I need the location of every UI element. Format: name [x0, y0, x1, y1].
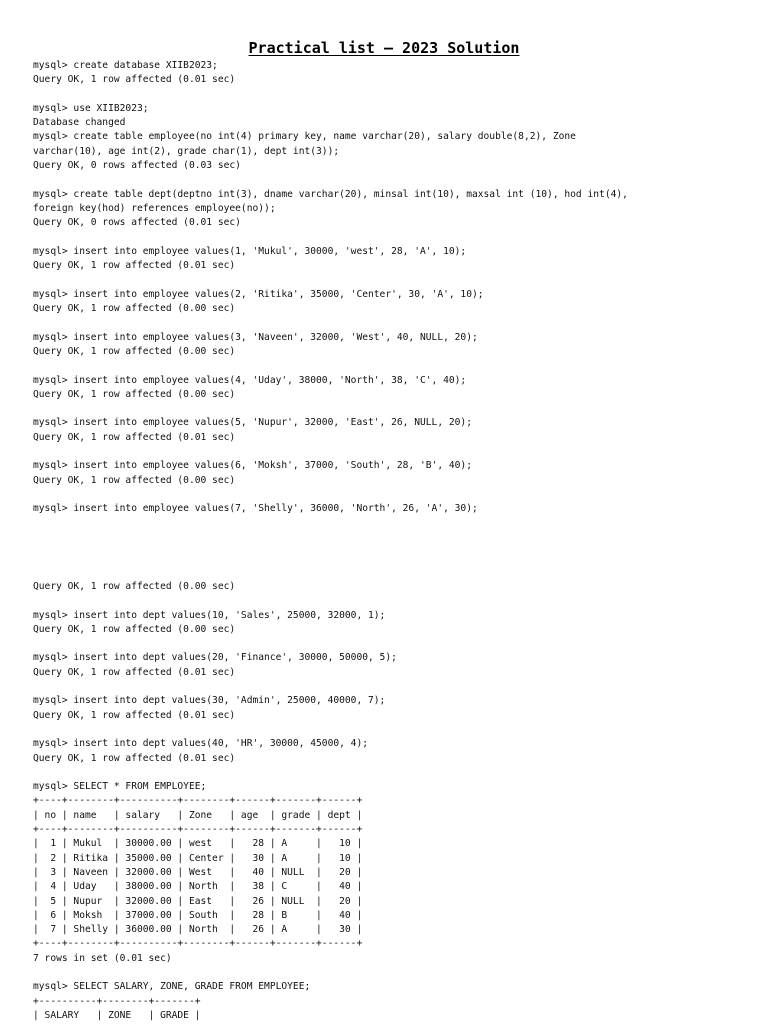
section1-line: [33, 173, 628, 187]
section2-line: | 1 | Mukul | 30000.00 | west | 28 | A | 10 |: [33, 838, 363, 850]
section2-line: mysql> insert into dept values(20, 'Finance', 30000, 50000, 5);: [33, 652, 397, 664]
section2-line: Query OK, 1 row affected (0.00 sec): [33, 623, 236, 635]
section1-line: mysql> insert into employee values(7, 'Shelly', 36000, 'North', 26, 'A', 30);: [33, 503, 478, 515]
section1-line: Query OK, 1 row affected (0.01 sec): [33, 431, 236, 443]
section2-line: 7 rows in set (0.01 sec): [33, 952, 172, 964]
document-title: [0, 39, 768, 57]
terminal-output-section-1: [33, 59, 628, 517]
section2-line: [33, 594, 397, 608]
section1-line: foreign key(hod) references employee(no));: [33, 202, 276, 214]
section2-line: +----------+--------+-------+: [33, 995, 201, 1007]
section2-line: [33, 766, 397, 780]
section1-line: [33, 402, 628, 416]
section1-line: [33, 88, 628, 102]
section1-line: mysql> create table employee(no int(4) primary key, name varchar(20), salary double(8,2), Zone: [33, 131, 576, 143]
section2-line: Query OK, 1 row affected (0.01 sec): [33, 666, 236, 678]
section1-line: mysql> create table dept(deptno int(3), dname varchar(20), minsal int(10), maxsal int (10), hod int(4),: [33, 188, 628, 200]
section1-line: mysql> insert into employee values(4, 'Uday', 38000, 'North', 38, 'C', 40);: [33, 374, 467, 386]
section1-line: [33, 445, 628, 459]
section1-line: [33, 488, 628, 502]
section1-line: [33, 359, 628, 373]
section1-line: Query OK, 1 row affected (0.01 sec): [33, 260, 236, 272]
section1-line: [33, 316, 628, 330]
section1-line: mysql> insert into employee values(6, 'Moksh', 37000, 'South', 28, 'B', 40);: [33, 460, 472, 472]
section1-line: Query OK, 0 rows affected (0.03 sec): [33, 160, 241, 172]
section2-line: | 7 | Shelly | 36000.00 | North | 26 | A | 30 |: [33, 924, 363, 936]
section2-line: | 5 | Nupur | 32000.00 | East | 26 | NULL | 20 |: [33, 895, 363, 907]
section1-line: mysql> use XIIB2023;: [33, 102, 149, 114]
section2-line: | 2 | Ritika | 35000.00 | Center | 30 | A | 10 |: [33, 852, 363, 864]
section1-line: Query OK, 1 row affected (0.00 sec): [33, 474, 236, 486]
section1-line: mysql> insert into employee values(2, 'Ritika', 35000, 'Center', 30, 'A', 10);: [33, 288, 484, 300]
section1-line: Query OK, 1 row affected (0.00 sec): [33, 303, 236, 315]
section2-line: | SALARY | ZONE | GRADE |: [33, 1009, 201, 1021]
section2-line: | 6 | Moksh | 37000.00 | South | 28 | B | 40 |: [33, 909, 363, 921]
section2-line: +----+--------+----------+--------+------+-------+------+: [33, 824, 363, 836]
section1-line: mysql> insert into employee values(3, 'Naveen', 32000, 'West', 40, NULL, 20);: [33, 331, 478, 343]
section1-line: mysql> insert into employee values(5, 'Nupur', 32000, 'East', 26, NULL, 20);: [33, 417, 472, 429]
section1-line: Query OK, 1 row affected (0.00 sec): [33, 388, 236, 400]
section1-line: Query OK, 1 row affected (0.01 sec): [33, 74, 236, 86]
section1-line: [33, 273, 628, 287]
section1-line: mysql> insert into employee values(1, 'Mukul', 30000, 'west', 28, 'A', 10);: [33, 245, 467, 257]
section2-line: mysql> insert into dept values(40, 'HR', 30000, 45000, 4);: [33, 738, 369, 750]
section2-line: Query OK, 1 row affected (0.00 sec): [33, 581, 236, 592]
section2-line: mysql> insert into dept values(10, 'Sales', 25000, 32000, 1);: [33, 609, 386, 621]
section2-line: [33, 966, 397, 980]
section2-line: Query OK, 1 row affected (0.01 sec): [33, 752, 236, 764]
section1-line: varchar(10), age int(2), grade char(1), dept int(3));: [33, 145, 340, 157]
section2-line: [33, 637, 397, 651]
section2-line: mysql> insert into dept values(30, 'Admin', 25000, 40000, 7);: [33, 695, 386, 707]
section2-line: | no | name | salary | Zone | age | grade | dept |: [33, 809, 363, 821]
section2-line: mysql> SELECT SALARY, ZONE, GRADE FROM EMPLOYEE;: [33, 981, 311, 993]
section2-line: Query OK, 1 row affected (0.01 sec): [33, 709, 236, 721]
section2-line: | 4 | Uday | 38000.00 | North | 38 | C | 40 |: [33, 881, 363, 893]
section2-line: | 3 | Naveen | 32000.00 | West | 40 | NULL | 20 |: [33, 866, 363, 878]
section2-line: +----+--------+----------+--------+------+-------+------+: [33, 795, 363, 807]
section1-line: Query OK, 0 rows affected (0.01 sec): [33, 217, 241, 229]
section1-line: mysql> create database XIIB2023;: [33, 60, 218, 71]
section1-line: [33, 231, 628, 245]
section1-line: Query OK, 1 row affected (0.00 sec): [33, 345, 236, 357]
terminal-output-section-2: [33, 580, 397, 1023]
document-title-text: Practical list – 2023 Solution: [248, 39, 520, 57]
section2-line: [33, 723, 397, 737]
section2-line: mysql> SELECT * FROM EMPLOYEE;: [33, 781, 207, 793]
section2-line: [33, 680, 397, 694]
section1-line: Database changed: [33, 117, 126, 129]
section2-line: +----+--------+----------+--------+------+-------+------+: [33, 938, 363, 950]
